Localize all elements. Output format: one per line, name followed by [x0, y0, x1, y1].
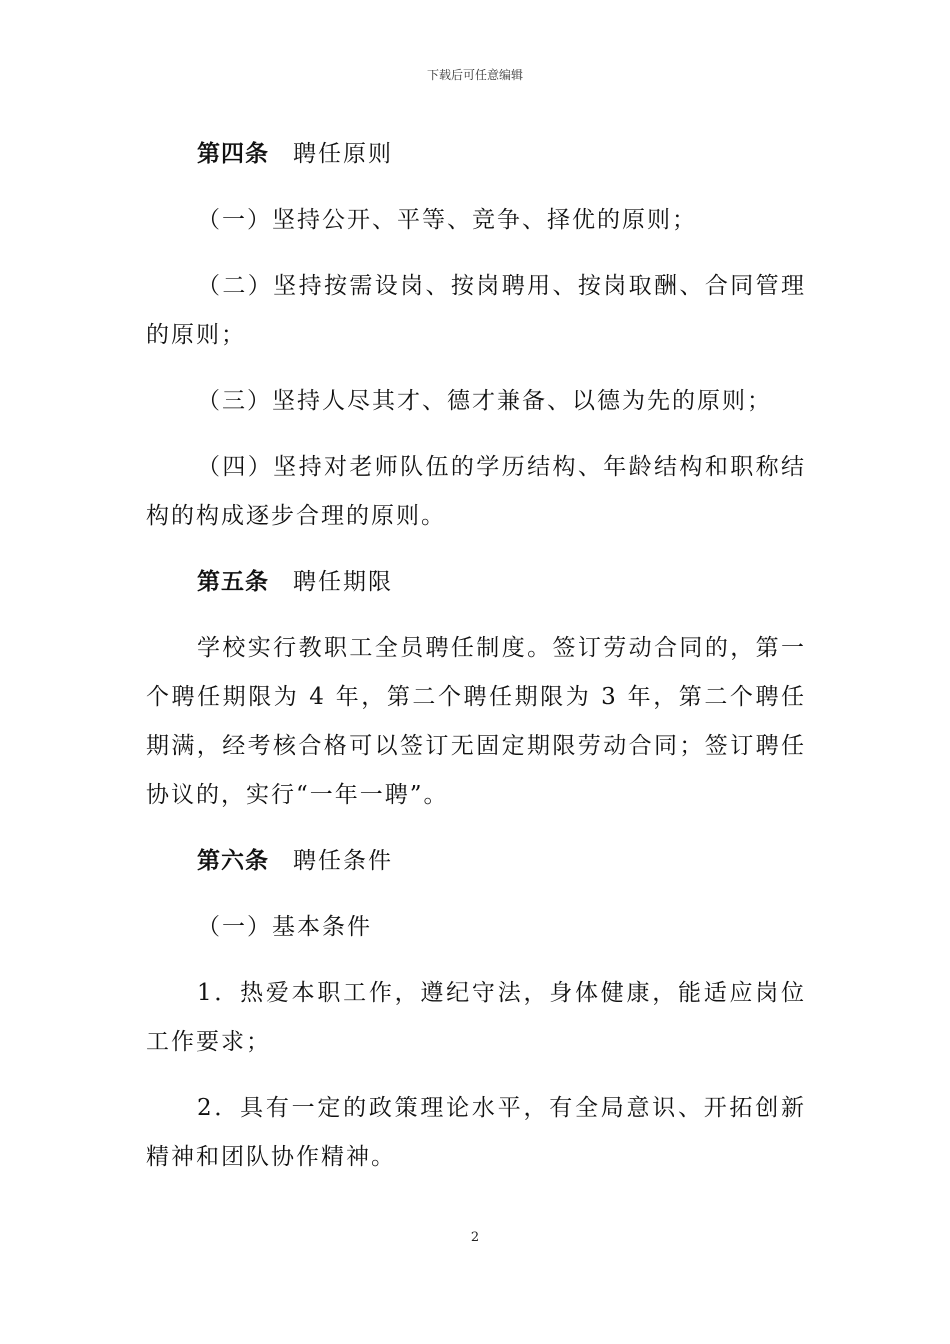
article-heading [146, 837, 806, 886]
article-title: 聘任条件 [293, 848, 393, 874]
paragraph: （四）坚持对老师队伍的学历结构、年龄结构和职称结构的构成逐步合理的原则。 [146, 454, 806, 529]
page-number: 2 [470, 1230, 480, 1245]
article-title: 聘任期限 [293, 569, 393, 595]
article-number: 第四条 [197, 141, 269, 167]
article-number: 第五条 [197, 569, 269, 595]
article-title: 聘任原则 [293, 141, 393, 167]
article-heading [146, 558, 806, 607]
subheading: （一）基本条件 [197, 914, 372, 940]
paragraph: 学校实行教职工全员聘任制度。签订劳动合同的，第一个聘任期限为 4 年，第二个聘任期限为 3 年，第二个聘任期满，经考核合格可以签订无固定期限劳动合同；签订聘任协议的，实行“一年一聘”。 [146, 635, 806, 808]
paragraph: （二）坚持按需设岗、按岗聘用、按岗取酬、合同管理的原则； [146, 273, 806, 348]
paragraph: 1．热爱本职工作，遵纪守法，身体健康，能适应岗位工作要求； [146, 980, 806, 1055]
paragraph: 2．具有一定的政策理论水平，有全局意识、开拓创新精神和团队协作精神。 [146, 1095, 806, 1170]
document-body [146, 130, 806, 1199]
page-header: 下载后可任意编辑 [426, 68, 523, 82]
paragraph: （三）坚持人尽其才、德才兼备、以德为先的原则； [197, 388, 772, 414]
article-number: 第六条 [197, 848, 269, 874]
paragraph: （一）坚持公开、平等、竞争、择优的原则； [197, 207, 697, 233]
article-heading [146, 130, 806, 179]
